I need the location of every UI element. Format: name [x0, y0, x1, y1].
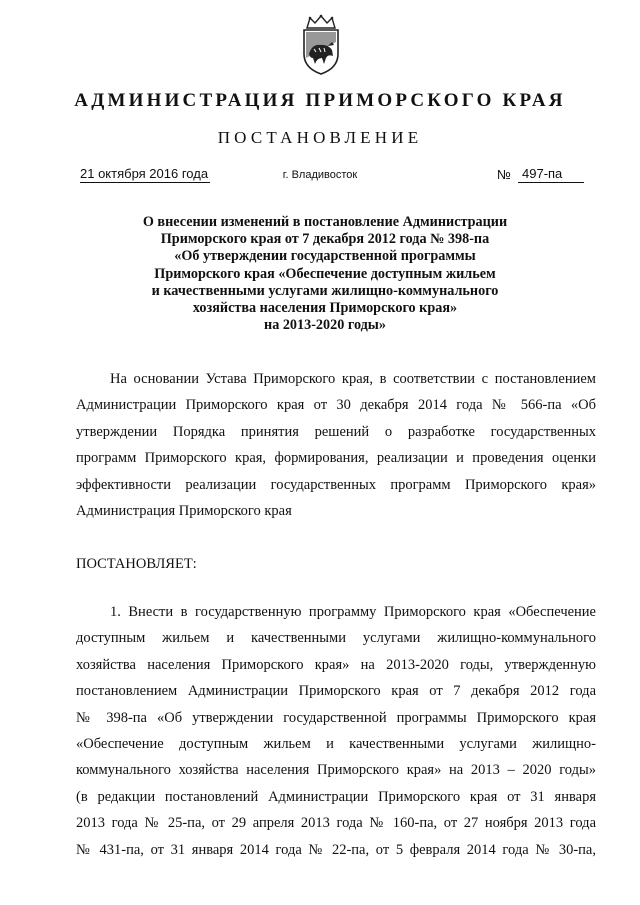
- title-line: Приморского края от 7 декабря 2012 года № 398-па: [160, 231, 490, 248]
- paragraph-line: № 431-па, от 31 января 2014 года № 22-па, от 5 февраля 2014 года № 30-па,: [76, 841, 596, 858]
- preamble-paragraph: [76, 366, 596, 524]
- paragraph-line: коммунального хозяйства населения Приморского края» на 2013 – 2020 годы»: [76, 762, 596, 779]
- item-1-paragraph: [76, 599, 596, 863]
- paragraph-line: (в редакции постановлений Администрации Приморского края от 31 января: [76, 788, 596, 805]
- title-line: О внесении изменений в постановление Администрации: [142, 214, 508, 230]
- paragraph-line: постановлением Администрации Приморского края от 7 декабря 2012 года: [76, 683, 596, 700]
- paragraph-line: доступным жильем и качественными услугами жилищно-коммунального: [76, 630, 596, 647]
- title-line: Приморского края «Обеспечение доступным жильем: [154, 265, 496, 282]
- title-line: «Об утверждении государственной программы: [174, 248, 476, 265]
- paragraph-line: хозяйства населения Приморского края» на 2013-2020 годы, утвержденную: [76, 656, 596, 673]
- paragraph-line: программ Приморского края, формирования, реализации и проведения оценки: [76, 450, 596, 467]
- title-line: хозяйства населения Приморского края»: [192, 300, 458, 317]
- document-number: 497-па: [518, 166, 584, 183]
- paragraph-line: «Обеспечение доступным жильем и качественными услугами жилищно-: [76, 735, 596, 752]
- document-meta: [0, 166, 640, 188]
- resolves-heading: ПОСТАНОВЛЯЕТ:: [76, 556, 197, 572]
- title-line: и качественными услугами жилищно-коммунального: [151, 282, 499, 299]
- document-type: ПОСТАНОВЛЕНИЕ: [217, 128, 423, 147]
- document-title: [80, 214, 570, 334]
- coat-of-arms-icon: [298, 14, 344, 76]
- paragraph-line: эффективности реализации государственных программ Приморского края»: [76, 476, 596, 493]
- paragraph-line: Администрации Приморского края от 30 декабря 2014 года № 566-па «Об: [76, 397, 596, 414]
- paragraph-line: № 398-па «Об утверждении государственной программы Приморского края: [76, 709, 596, 726]
- organization-name: АДМИНИСТРАЦИЯ ПРИМОРСКОГО КРАЯ: [74, 90, 566, 111]
- document-date: 21 октября 2016 года: [80, 166, 209, 181]
- paragraph-line: 1. Внести в государственную программу Приморского края «Обеспечение: [110, 604, 596, 620]
- paragraph-line: Администрация Приморского края: [76, 502, 292, 519]
- paragraph-line: утверждении Порядка принятия решений о разработке государственных: [76, 423, 596, 440]
- document-city: г. Владивосток: [282, 169, 358, 181]
- paragraph-line: 2013 года № 25-па, от 29 апреля 2013 года № 160-па, от 27 ноября 2013 года: [76, 815, 596, 832]
- paragraph-line: На основании Устава Приморского края, в соответствии с постановлением: [110, 371, 596, 387]
- title-line: на 2013-2020 годы»: [264, 317, 386, 334]
- number-sign: №: [497, 167, 511, 182]
